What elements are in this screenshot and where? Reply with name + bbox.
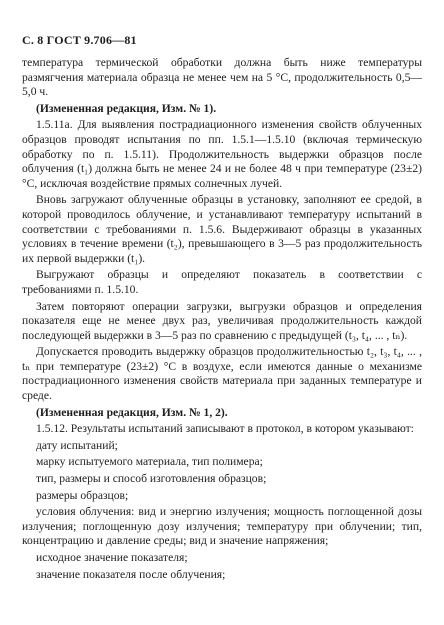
page-header: С. 8 ГОСТ 9.706—81: [22, 33, 137, 47]
list-item: размеры образцов;: [36, 488, 129, 502]
list-item: исходное значение показателя;: [36, 551, 188, 564]
list-item: тип, размеры и способ изготовления образцов;: [36, 472, 267, 486]
paragraph: 1.5.12. Результаты испытаний записывают в протокол, в котором указывают:: [36, 422, 414, 436]
list-item: дату испытаний;: [36, 438, 118, 452]
amendment-note: (Измененная редакция, Изм. № 1).: [36, 101, 217, 115]
paragraph: Выгружают образцы и определяют показатель в соответствии с требованиями п. 1.5.10.: [22, 268, 422, 296]
list-item: марку испытуемого материала, тип полимера;: [36, 455, 263, 469]
paragraph: температура термической обработки должна быть ниже температуры размягчения материала образца не менее чем на 5 °С, продолжительность 0,5—5,0 ч.: [22, 56, 422, 99]
list-item: условия облучения: вид и энергию излучения; мощность поглощенной дозы излучения; поглощенную дозу излучения; температуру при облучении; тип, концентрацию и давление среды; вид и значение напряжения;: [22, 505, 422, 548]
paragraph: Допускается проводить выдержку образцов продолжительностью t₂, t₃, t₄, ... , tₙ при температуре (23±2) °С в воздухе, если имеются данные о механизме пострадиационного изменения свойств материала при заданных температуре и среде.: [22, 345, 422, 403]
paragraph: Затем повторяют операции загрузки, выгрузки образцов и определения показателя еще не менее двух раз, увеличивая продолжительность каждой последующей выдержки в 3—5 раз по сравнению с предыдущей (t₃, t₄, ... , tₙ).: [22, 299, 422, 342]
paragraph: 1.5.11а. Для выявления пострадиационного изменения свойств облученных образцов проводят испытания по пп. 1.5.1—1.5.10 (включая термическую обработку по п. 1.5.11). Продолжительность выдержки образцов после облучения (t₁) должна быть не менее 24 и не более 48 ч при температуре (23±2) °С, исключая воздействие прямых солнечных лучей.: [22, 118, 422, 190]
list-item: значение показателя после облучения;: [36, 567, 226, 581]
document-body: [22, 56, 422, 584]
amendment-note: (Измененная редакция, Изм. № 1, 2).: [36, 405, 228, 419]
paragraph: Вновь загружают облученные образцы в установку, заполняют ее средой, в которой проводилось облучение, и устанавливают температуру испытаний в соответствии с требованиями п. 1.5.6. Выдерживают образцы в указанных условиях в течение времени (t₂), превышающего в 3—5 раз продолжительность их первой выдержки (t₁).: [22, 193, 422, 265]
